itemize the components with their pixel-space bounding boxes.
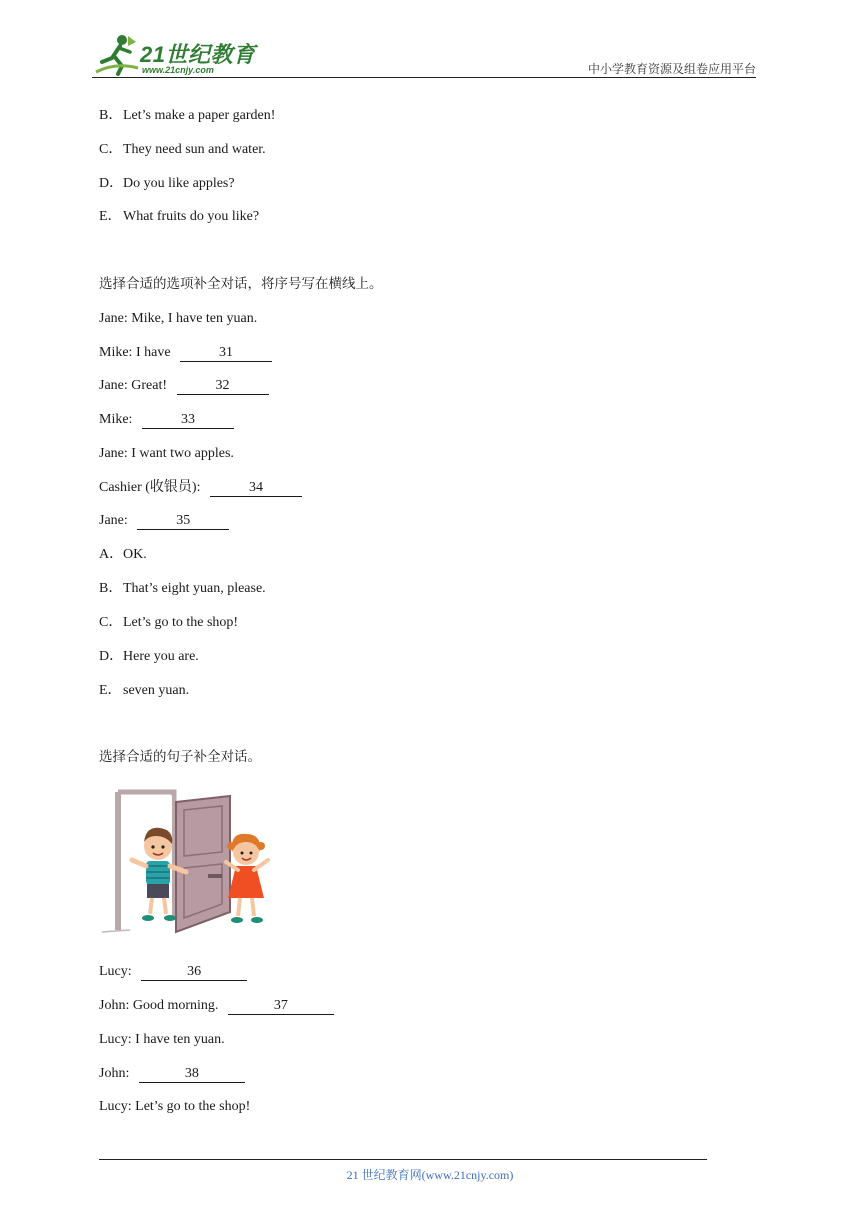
runner-logo-icon (92, 32, 140, 78)
logo-text: 21世纪教育 (140, 42, 256, 67)
dialogue-line: John: 38 (99, 1065, 245, 1083)
header-divider (92, 77, 756, 78)
dialogue-line: Jane: Mike, I have ten yuan. (99, 311, 258, 326)
dialogue-line: Lucy: I have ten yuan. (99, 1032, 225, 1047)
option-d: D．Here you are. (99, 649, 199, 664)
dialogue-line: Jane: I want two apples. (99, 446, 234, 461)
dialogue-line: Lucy: 36 (99, 963, 247, 981)
dialogue-line: Mike: I have 31 (99, 344, 272, 362)
answer-blank-36[interactable]: 36 (141, 964, 247, 981)
platform-name: 中小学教育资源及组卷应用平台 (587, 62, 756, 76)
dialogue-line: Lucy: Let’s go to the shop! (99, 1099, 251, 1114)
page-header (92, 32, 756, 80)
option-b: B．That’s eight yuan, please. (99, 581, 266, 596)
option-c: C．They need sun and water. (99, 142, 266, 157)
option-c: C．Let’s go to the shop! (99, 615, 239, 630)
children-door-illustration (100, 786, 285, 936)
answer-blank-37[interactable]: 37 (228, 998, 334, 1015)
option-a: A．OK. (99, 547, 147, 562)
dialogue-line: John: Good morning. 37 (99, 997, 334, 1015)
option-d: D．Do you like apples? (99, 176, 235, 191)
option-e: E．seven yuan. (99, 683, 190, 698)
answer-blank-32[interactable]: 32 (177, 378, 269, 395)
logo-url: www.21cnjy.com (142, 65, 214, 75)
dialogue-line: Jane: Great! 32 (99, 377, 269, 395)
answer-blank-31[interactable]: 31 (180, 345, 272, 362)
section2-instruction: 选择合适的选项补全对话，将序号写在横线上。 (99, 276, 383, 292)
site-logo (92, 32, 262, 78)
answer-blank-33[interactable]: 33 (142, 412, 234, 429)
answer-blank-38[interactable]: 38 (139, 1066, 245, 1083)
option-b: B．Let’s make a paper garden! (99, 108, 276, 123)
answer-blank-34[interactable]: 34 (210, 480, 302, 497)
option-e: E．What fruits do you like? (99, 209, 260, 224)
dialogue-line: Mike: 33 (99, 411, 234, 429)
footer-text[interactable]: 21 世纪教育网(www.21cnjy.com) (346, 1168, 514, 1182)
answer-blank-35[interactable]: 35 (137, 513, 229, 530)
dialogue-line: Jane: 35 (99, 512, 229, 530)
section3-instruction: 选择合适的句子补全对话。 (99, 749, 261, 765)
dialogue-line: Cashier (收银员): 34 (99, 479, 302, 497)
footer-divider (99, 1159, 707, 1160)
